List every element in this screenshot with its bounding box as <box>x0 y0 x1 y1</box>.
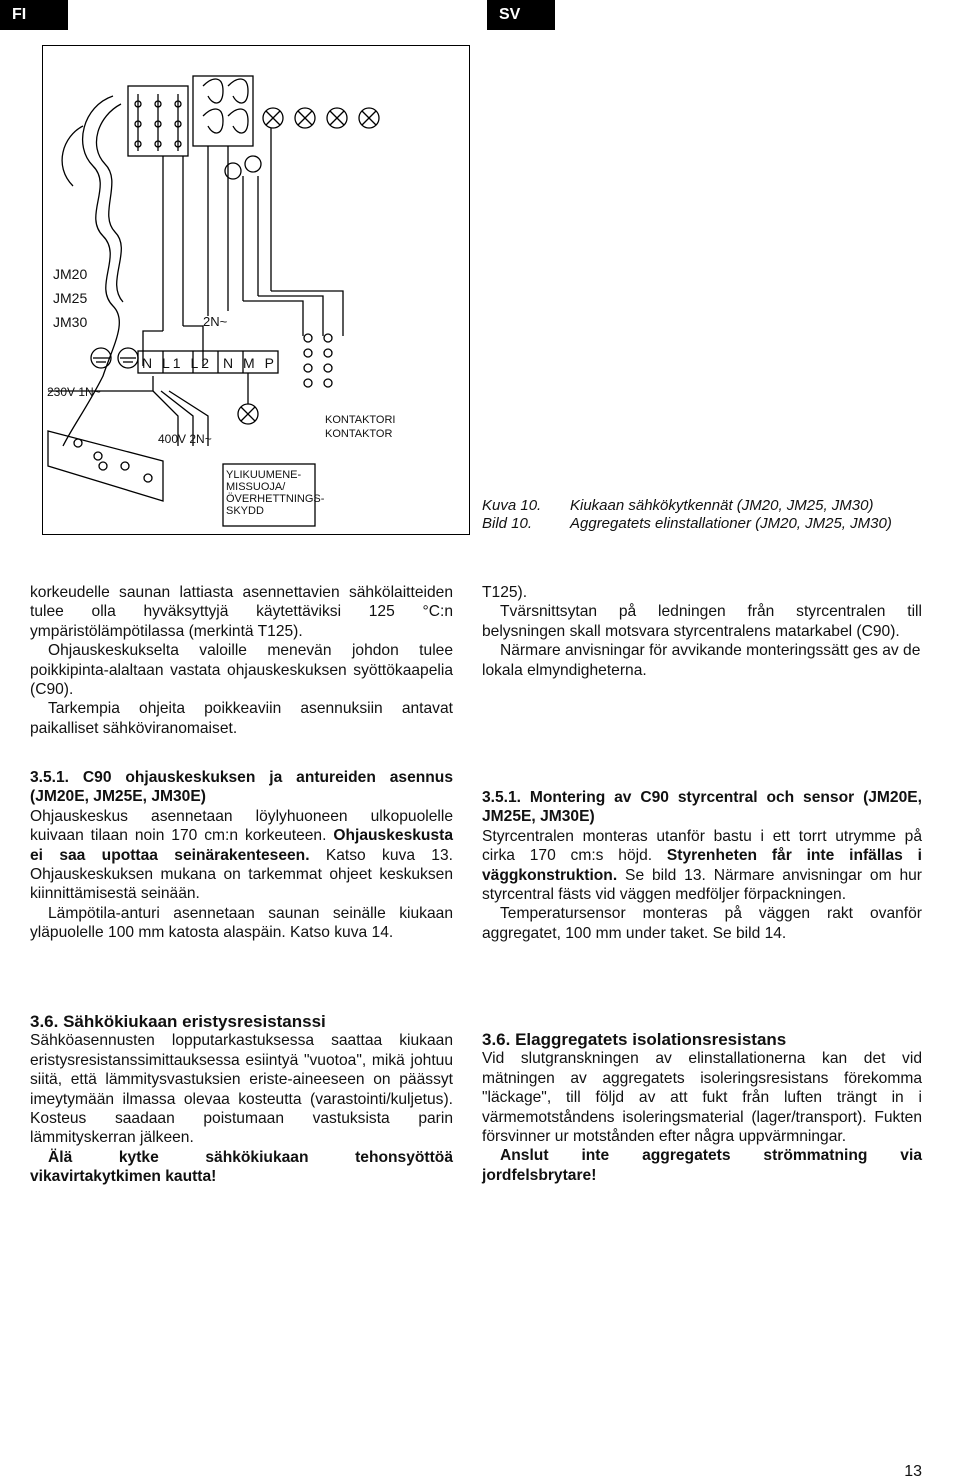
section-heading: 3.6. Sähkökiukaan eristysresistanssi <box>30 1012 326 1031</box>
sv-paragraph: Närmare anvisningar för avvikande monteringssätt ges av de lokala elmyndigheterna. <box>482 642 921 679</box>
figure-caption-fi <box>482 497 873 514</box>
sv-paragraph <box>482 827 922 905</box>
fi-paragraph: Lämpötila-anturi asennetaan saunan seinälle kiukaan yläpuolelle 100 mm katosta alaspäin. Katso kuva 14. <box>30 904 453 942</box>
fi-paragraph <box>30 807 453 904</box>
caption-number: Bild 10. <box>482 515 533 532</box>
language-tab-sv: SV <box>487 0 555 30</box>
fi-paragraph: Ohjauskeskukselta valoille menevän johdon tulee poikkipinta-alaltaan vastata ohjauskeskuksen syöttökaapelia (C90). <box>30 642 453 699</box>
model-label: JM20 <box>53 266 88 282</box>
text-run: Katso kuva 13. Ohjauskeskuksen mukana on tarkemmat ohjeet keskuksen kiinnittämisestä seinään. <box>30 846 453 903</box>
fi-paragraph: Tarkempia ohjeita poikkeaviin asennuksiin antavat paikalliset sähköviranomaiset. <box>30 700 453 737</box>
fi-paragraph: korkeudelle saunan lattiasta asennettavien sähkölaitteiden tulee olla hyväksyttyjä käytettäviksi 125 °C:n ympäristölämpötilassa (merkintä T125). <box>30 584 453 640</box>
sv-paragraph: Tvärsnittsytan på ledningen från styrcentralen till belysningen skall motsvara styrcentralens matarkabel (C90). <box>482 603 922 640</box>
text-run: Se bild 13. Närmare anvisningar om hur styrcentral fästs vid väggen medföljer förpackningen. <box>482 866 922 904</box>
overheat-line: MISSUOJA/ <box>226 481 286 493</box>
sv-section-351 <box>482 788 922 943</box>
sv-paragraph: T125). <box>482 584 528 601</box>
section-heading: 3.5.1. C90 ohjauskeskuksen ja antureiden asennus (JM20E, JM25E, JM30E) <box>30 769 453 806</box>
sv-paragraph-warning: Anslut inte aggregatets strömmatning via jordfelsbrytare! <box>482 1147 922 1184</box>
contactor-label-fi: KONTAKTORI <box>325 414 396 426</box>
terminal-n: N <box>142 355 156 371</box>
fi-section-36 <box>30 1012 453 1187</box>
fi-column-upper <box>30 583 453 738</box>
terminal-labels-right <box>223 355 277 371</box>
sv-section-36 <box>482 1030 922 1185</box>
fi-paragraph-warning: Älä kytke sähkökiukaan tehonsyöttöä vikavirtakytkimen kautta! <box>30 1148 453 1186</box>
control-voltage-label: 2N~ <box>203 314 228 329</box>
text-run: Styrcentralen monteras utanför bastu i ett torrt utrymme på cirka 170 cm:s höjd. <box>482 827 922 865</box>
wiring-diagram <box>42 45 470 535</box>
sv-paragraph: Vid slutgranskningen av elinstallationerna kan det vid mätningen av aggregatets isoleringsresistans förekomma "läckage", till följd av att fukt från luften trängt in i värmemotståndens isoleringsmaterial (lager/transport). Fukten försvinner ur motstånden efter några uppvärmningar. <box>482 1050 922 1146</box>
section-heading: 3.5.1. Montering av C90 styrcentral och sensor (JM20E, JM25E, JM30E) <box>482 789 922 826</box>
text-run-bold: Styrenheten får inte infällas i väggkonstruktion. <box>482 847 922 884</box>
terminal-p: P <box>264 355 277 371</box>
overheat-line: ÖVERHETTNINGS- <box>226 493 325 505</box>
terminal-m: M <box>243 355 258 371</box>
caption-text: Aggregatets elinstallationer (JM20, JM25, JM30) <box>570 515 892 532</box>
model-label: JM25 <box>53 290 88 306</box>
terminal-l2: L2 <box>190 355 213 371</box>
fi-section-351 <box>30 768 453 943</box>
caption-number: Kuva 10. <box>482 497 542 514</box>
sv-column-upper <box>482 583 922 680</box>
page-number: 13 <box>904 1463 922 1480</box>
fi-paragraph: Sähköasennusten lopputarkastuksessa saattaa kiukaan eristysresistanssimittauksessa esiintyä "vuotoa", mikä johtuu siitä, että lämmitysvastuksien eriste-aineeseen on päässyt imeytymään ilmassa olevaa kosteutta (varastointi/kuljetus). Kosteus saadaan poistumaan vastuksista parin lämmityskerran jälkeen. <box>30 1032 453 1147</box>
sv-paragraph: Temperatursensor monteras på väggen rakt ovanför aggregatet, 100 mm under taket. Se bild 14. <box>482 905 922 942</box>
supply-230-label: 230V 1N~ <box>47 385 101 399</box>
text-run: Ohjauskeskus asennetaan löylyhuoneen ulkopuolelle kuivaan tilaan noin 170 cm:n korkeuteen. <box>30 807 453 845</box>
overheat-line: YLIKUUMENE- <box>226 469 302 481</box>
terminal-n2: N <box>223 355 237 371</box>
supply-400-label: 400V 2N~ <box>158 432 212 446</box>
terminal-labels-left <box>142 355 212 371</box>
caption-text: Kiukaan sähkökytkennät (JM20, JM25, JM30) <box>570 497 874 514</box>
overheat-protection-label <box>226 469 324 517</box>
section-heading: 3.6. Elaggregatets isolationsresistans <box>482 1030 787 1049</box>
text-run-bold: Ohjauskeskusta ei saa upottaa seinärakenteseen. <box>30 827 453 864</box>
terminal-l1: L1 <box>162 355 184 371</box>
wiring-diagram-drawing <box>43 46 471 536</box>
overheat-line: SKYDD <box>226 505 264 517</box>
language-tab-fi: FI <box>0 0 68 30</box>
contactor-label-sv: KONTAKTOR <box>325 428 393 440</box>
figure-caption-sv <box>482 515 892 532</box>
model-label: JM30 <box>53 314 88 330</box>
